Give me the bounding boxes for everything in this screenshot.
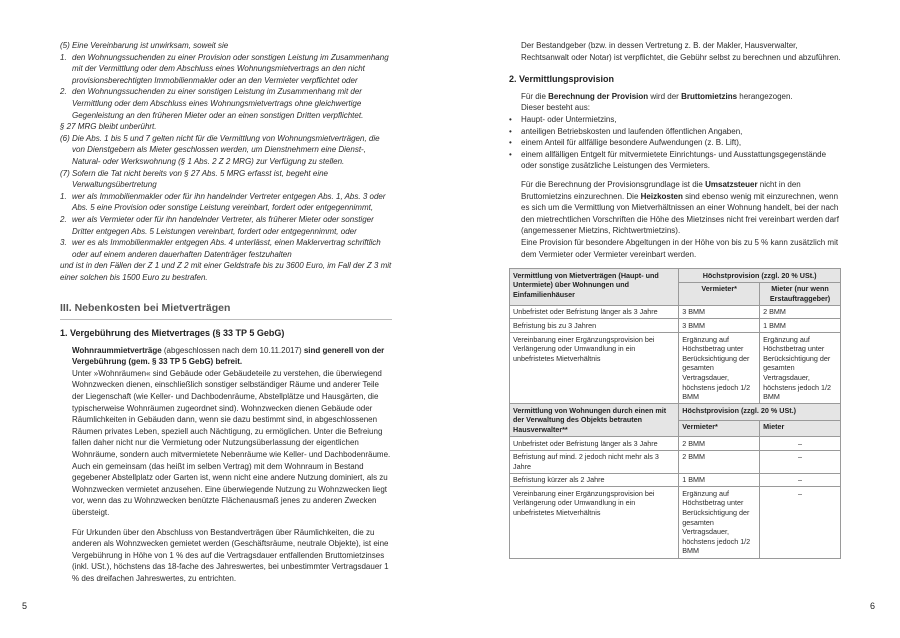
table-header-row — [510, 404, 841, 420]
law-line: und ist in den Fällen der Z 1 und Z 2 mit einer Geldstrafe bis zu 3600 Euro, im Fall der Z 3 mit einer solchen bis 1500 Euro zu bestrafen. — [60, 261, 392, 282]
table-cell: Ergänzung auf Höchstbetrag unter Berücksichtigung der gesamten Vertragsdauer, höchstens jedoch 1/2 BMM — [679, 333, 760, 404]
table-row — [510, 333, 841, 404]
law-line: 1. den Wohnungssuchenden zu einer Provision oder sonstigen Leistung im Zusammenhang mit der Vermittlung oder dem Abschluss eines Wohnungsmietvertrags an den nicht provisionsberechtigten Immobilienmakler oder an den Vermieter verpflichtet oder — [60, 52, 389, 85]
table-row — [510, 437, 841, 451]
law-line: 2. den Wohnungssuchenden zu einer sonstigen Leistung im Zusammenhang mit der Vermittlung oder dem Abschluss eines Wohnungsmietvertrags ohne gleichwertige Gegenleistung an den früheren Mieter oder an einen sonstigen Dritten verpflichtet. — [60, 87, 364, 120]
right-page — [450, 0, 900, 638]
table-cell: – — [760, 437, 841, 451]
law-line: (6) Die Abs. 1 bis 5 und 7 gelten nicht für die Vermittlung von Wohnungsmietverträgen, die von Dienstgebern als Mieter geschlossen werden, um Dienstnehmern eine Dienst-, Natural- oder Werkswohnung (§ 1 Abs. 2 Z 2 MRG) zur Verfügung zu stellen. — [60, 133, 380, 166]
table-cell: Unbefristet oder Befristung länger als 3 Jahre — [510, 437, 679, 451]
paragraph: Für die Berechnung der Provision wird der Bruttomietzins herangezogen. — [521, 91, 793, 101]
section-heading: 2. Vermittlungsprovision — [509, 74, 615, 85]
list-item: • anteiligen Betriebskosten und laufenden öffentlichen Angaben, — [509, 126, 743, 136]
table-cell: 2 BMM — [679, 450, 760, 473]
table-cell: 3 BMM — [679, 319, 760, 333]
table-row — [510, 487, 841, 558]
table-cell: – — [760, 450, 841, 473]
table-cell: – — [760, 473, 841, 487]
table-cell: 1 BMM — [679, 473, 760, 487]
provision-table — [509, 268, 841, 558]
lead-paragraph: Wohnraummietverträge (abgeschlossen nach dem 10.11.2017) sind generell von der Vergebührung (gem. § 33 TP 5 GebG) befreit. — [72, 345, 385, 367]
paragraph: Für die Berechnung der Provisionsgrundlage ist die Umsatzsteuer nicht in den Bruttomietzins einzurechnen. Die Heizkosten sind ebenso wenig mit einzurechnen, wenn es sich um die Vermittlung von Mietverhältnissen an einer Wohnung handelt, bei der nach den mietrechtlichen Vorschriften die Höhe des Mietzinses nicht frei vereinbart werden darf (angemessener Mietzins, Richtwertmietzins). — [521, 179, 839, 236]
law-line: 3. wer es als Immobilienmakler entgegen Abs. 4 unterlässt, einen Maklervertrag schriftlich oder auf einem anderen dauerhaften Datenträger festzuhalten — [60, 238, 381, 259]
table-header-cell: Vermittlung von Wohnungen durch einen mit der Verwaltung des Objekts betrauten Hausverwalter** — [510, 404, 679, 437]
table-header-cell: Höchstprovision (zzgl. 20 % USt.) — [679, 269, 841, 283]
paragraph: Unter »Wohnräumen« sind Gebäude oder Gebäudeteile zu verstehen, die überwiegend Wohnzwecken dienen, einschließlich sonstiger selbständiger Räume und anderer Teile der Liegenschaft (wie Keller- und Dachbodenräume, Abstellplätze und Hausgärten, die typischerweise Wohnräumen zugeordnet sind). Wohnzwecken dienen Gebäude oder Räumlichkeiten in Gebäuden dann, wenn sie dazu bestimmt sind, in abgeschlossenen Räumen privates Leben, speziell auch Nächtigung, zu ermöglichen. Unter die Befreiung fallen daher nicht nur die Vermietung oder Nutzungsüberlassung der eigentlichen Wohnräume, sondern auch mitvermietete Nebenräume wie Keller- und Dachbodenräume. Auch ein gemeinsam (das heißt im selben Vertrag) mit dem Wohnraum in Bestand gegebener Abstellplatz oder Garten ist, wenn nicht eine andere Nutzung dominiert, als zu Wohnzwecken vermietet anzusehen. Eine überwiegende Nutzung zu Wohnzwecken liegt vor, wenn das zu Wohnzwecken benützte Flächenausmaß jenes zu anderen Zwecken übersteigt. — [72, 368, 391, 517]
table-row — [510, 473, 841, 487]
intro-paragraph: Der Bestandgeber (bzw. in dessen Vertretung z. B. der Makler, Hausverwalter, Rechtsanwalt oder Notar) ist verpflichtet, die Gebühr selbst zu berechnen und abzuführen. — [521, 41, 841, 62]
table-header-cell: Vermieter* — [679, 420, 760, 436]
table-cell: Befristung auf mind. 2 jedoch nicht mehr als 3 Jahre — [510, 450, 679, 473]
table-cell: Ergänzung auf Höchstbetrag unter Berücksichtigung der gesamten Vertragsdauer, höchstens jedoch 1/2 BMM — [760, 333, 841, 404]
table-header-row — [510, 269, 841, 283]
table-cell: Befristung kürzer als 2 Jahre — [510, 473, 679, 487]
table-cell: Befristung bis zu 3 Jahren — [510, 319, 679, 333]
bullet-list — [509, 114, 841, 172]
table-cell: Unbefristet oder Befristung länger als 3 Jahre — [510, 305, 679, 319]
law-excerpt — [60, 40, 392, 283]
law-line: 2. wer als Vermieter oder für ihn handelnder Vertreter, als früherer Mieter oder sonstiger Dritter entgegen Abs. 5 Leistungen vereinbart, fordert oder entgegennimmt, oder — [60, 214, 374, 236]
table-cell: 3 BMM — [679, 305, 760, 319]
table-cell: 1 BMM — [760, 319, 841, 333]
table-header-cell: Höchstprovision (zzgl. 20 % USt.) — [679, 404, 841, 420]
paragraph: Für Urkunden über den Abschluss von Bestandverträgen über Räumlichkeiten, die zu anderen als Wohnzwecken gemietet werden (Geschäftsräume, neutrale Objekte), ist eine Vergebührung in Höhe von 1 % des auf die Vertragsdauer entfallenden Bruttomietzinses (inkl. USt.), höchstens das 18-fache des Jahreswertes, bei unbestimmter Vertragsdauer 1 % des dreifachen Jahreswertes, zu entrichten. — [72, 527, 389, 583]
list-item: • Haupt- oder Untermietzins, — [509, 114, 617, 124]
table-header-cell: Mieter (nur wenn Erstauftraggeber) — [760, 282, 841, 305]
law-line: § 27 MRG bleibt unberührt. — [60, 122, 157, 132]
table-cell: 2 BMM — [760, 305, 841, 319]
table-cell: Vereinbarung einer Ergänzungsprovision bei Verlängerung oder Umwandlung in ein unbefristetes Mietverhältnis — [510, 487, 679, 558]
paragraph: Dieser besteht aus: — [521, 103, 590, 113]
page-number: 6 — [870, 601, 876, 611]
table-header-cell: Vermieter* — [679, 282, 760, 305]
law-line: (5) Eine Vereinbarung ist unwirksam, soweit sie — [60, 41, 229, 50]
table-row — [510, 305, 841, 319]
law-line: (7) Sofern die Tat nicht bereits von § 27 Abs. 5 MRG erfasst ist, begeht eine Verwaltungsübertretung — [60, 168, 328, 190]
table-header-cell: Mieter — [760, 420, 841, 436]
section-title: III. Nebenkosten bei Mietverträgen — [60, 303, 392, 320]
subsection-title: 1. Vergebührung des Mietvertrages (§ 33 TP 5 GebG) — [60, 328, 285, 339]
table-cell: – — [760, 487, 841, 558]
table-cell: 2 BMM — [679, 437, 760, 451]
table-cell: Ergänzung auf Höchstbetrag unter Berücksichtigung der gesamten Vertragsdauer, höchstens jedoch 1/2 BMM — [679, 487, 760, 558]
paragraph: Eine Provision für besondere Abgeltungen in der Höhe von bis zu 5 % kann zusätzlich mit dem Vermieter oder Vermieter vereinbart werden. — [521, 237, 839, 259]
table-header-cell: Vermittlung von Mietverträgen (Haupt- und Untermiete) über Wohnungen und Einfamilienhäuser — [510, 269, 679, 306]
list-item: • einem allfälligen Entgelt für mitvermietete Einrichtungs- und Ausstattungsgegenstände oder sonstige zusätzliche Leistungen des Vermieters. — [509, 149, 827, 171]
law-line: 1. wer als Immobilienmakler oder für ihn handelnder Vertreter entgegen Abs. 1, Abs. 3 oder Abs. 5 eine Provision oder sonstige Leistung vereinbart, fordert oder entgegennimmt, — [60, 191, 386, 213]
right-column — [509, 40, 841, 559]
table-row — [510, 319, 841, 333]
table-cell: Vereinbarung einer Ergänzungsprovision bei Verlängerung oder Umwandlung in ein unbefristetes Mietverhältnis — [510, 333, 679, 404]
table-row — [510, 450, 841, 473]
page-number: 5 — [22, 601, 28, 611]
left-column — [60, 40, 392, 585]
list-item: • einem Anteil für allfällige besondere Aufwendungen (z. B. Lift), — [509, 138, 742, 148]
